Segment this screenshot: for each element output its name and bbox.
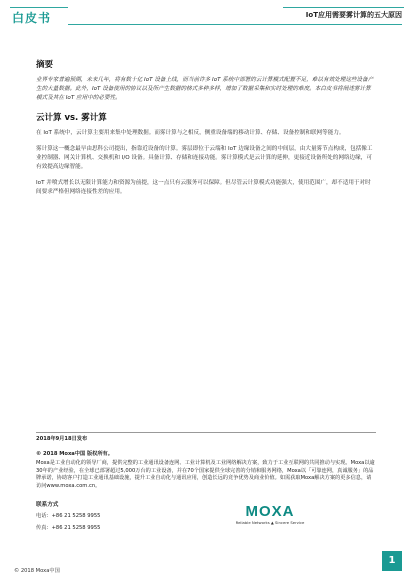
logo-tagline: Reliable Networks ▲ Sincere Service (235, 520, 305, 525)
company-description: Moxa是工业自动化的领导厂商，提供完整的工业通讯设备连网、工业计算机及工业网络解决方案，致力于工业互联网的共同推动与实现。Moxa以逾30年的产业经验，在全球已部署超过5,000万台的工业设备，并在70个国家提供全球完善的分销和服务网络，Moxa以「可靠连网，真诚服务」的品牌承诺，协助客户打造工业通讯基础设施，提升工业自动化与通讯应用，创造长远的竞争优势及商业价值。如需获取Moxa解决方案的更多信息，请访问www.moxa.com.cn。 (36, 460, 375, 489)
cloud-vs-fog-heading: 云计算 vs. 雾计算 (36, 113, 107, 123)
doc-title: IoT应用需要雾计算的五大原因 (305, 11, 402, 19)
doc-type-label: 白皮书 (12, 11, 52, 25)
copyright-line: © 2018 Moxa中国 版权所有。 (36, 451, 113, 457)
paragraph-2: 雾计算这一概念最早由思科公司提出，指靠近设备的计算。雾层即位于云端和 IoT 边缘设备之间的中间层，由大量雾节点构成，包括像工业控制器、网关计算机、交换机和 I/O 设备。具备计算、存储和连接功能。雾计算模式是云计算的延伸，更接近设备所处的网络边缘，可有效提高边缘智能。 (36, 146, 373, 170)
contact-heading: 联系方式 (36, 502, 59, 508)
page-number: 1 (382, 551, 402, 571)
paragraph-1: 在 IoT 系统中，云计算主要用来集中处理数据。而雾计算与之相反，侧重设备端的移动计算、存储、设备控制和联网等能力。 (36, 130, 345, 136)
header-right-divider (283, 7, 404, 8)
summary-heading: 摘要 (36, 60, 54, 70)
publish-date: 2018年9月18日发布 (36, 436, 88, 442)
fax-number: 传真：+86 21 5258 9955 (36, 525, 101, 531)
summary-paragraph: 业界专家普遍预期，未来几年，将有数十亿 IoT 设备上线，而当前许多 IoT 系统中部署的云计算模式配置不足，难以有效处理这些设备产生的大量数据。此外，IoT 设备使用的协议以及所产生数据的格式多种多样，增加了数据采集和实时处理的难度。本白皮书将阐述雾计算模式及其在 IoT 应用中的必要性。 (36, 77, 374, 101)
page-footer-copyright: © 2018 Moxa中国 (14, 568, 60, 574)
logo-wordmark: MOXA (245, 503, 295, 520)
footer-divider (36, 432, 376, 433)
moxa-logo (230, 503, 310, 529)
paragraph-3: IoT 并喷式增长以无限计算能力和资源为前提，这一点只有云服务可以保障。但尽管云计算模式功能强大，使用范围广，却不适用于对时间要求严格但网络连接性差的应用。 (36, 180, 371, 195)
main-content (36, 58, 376, 204)
phone-number: 电话：+86 21 5258 9955 (36, 513, 101, 519)
header-divider (68, 24, 402, 25)
